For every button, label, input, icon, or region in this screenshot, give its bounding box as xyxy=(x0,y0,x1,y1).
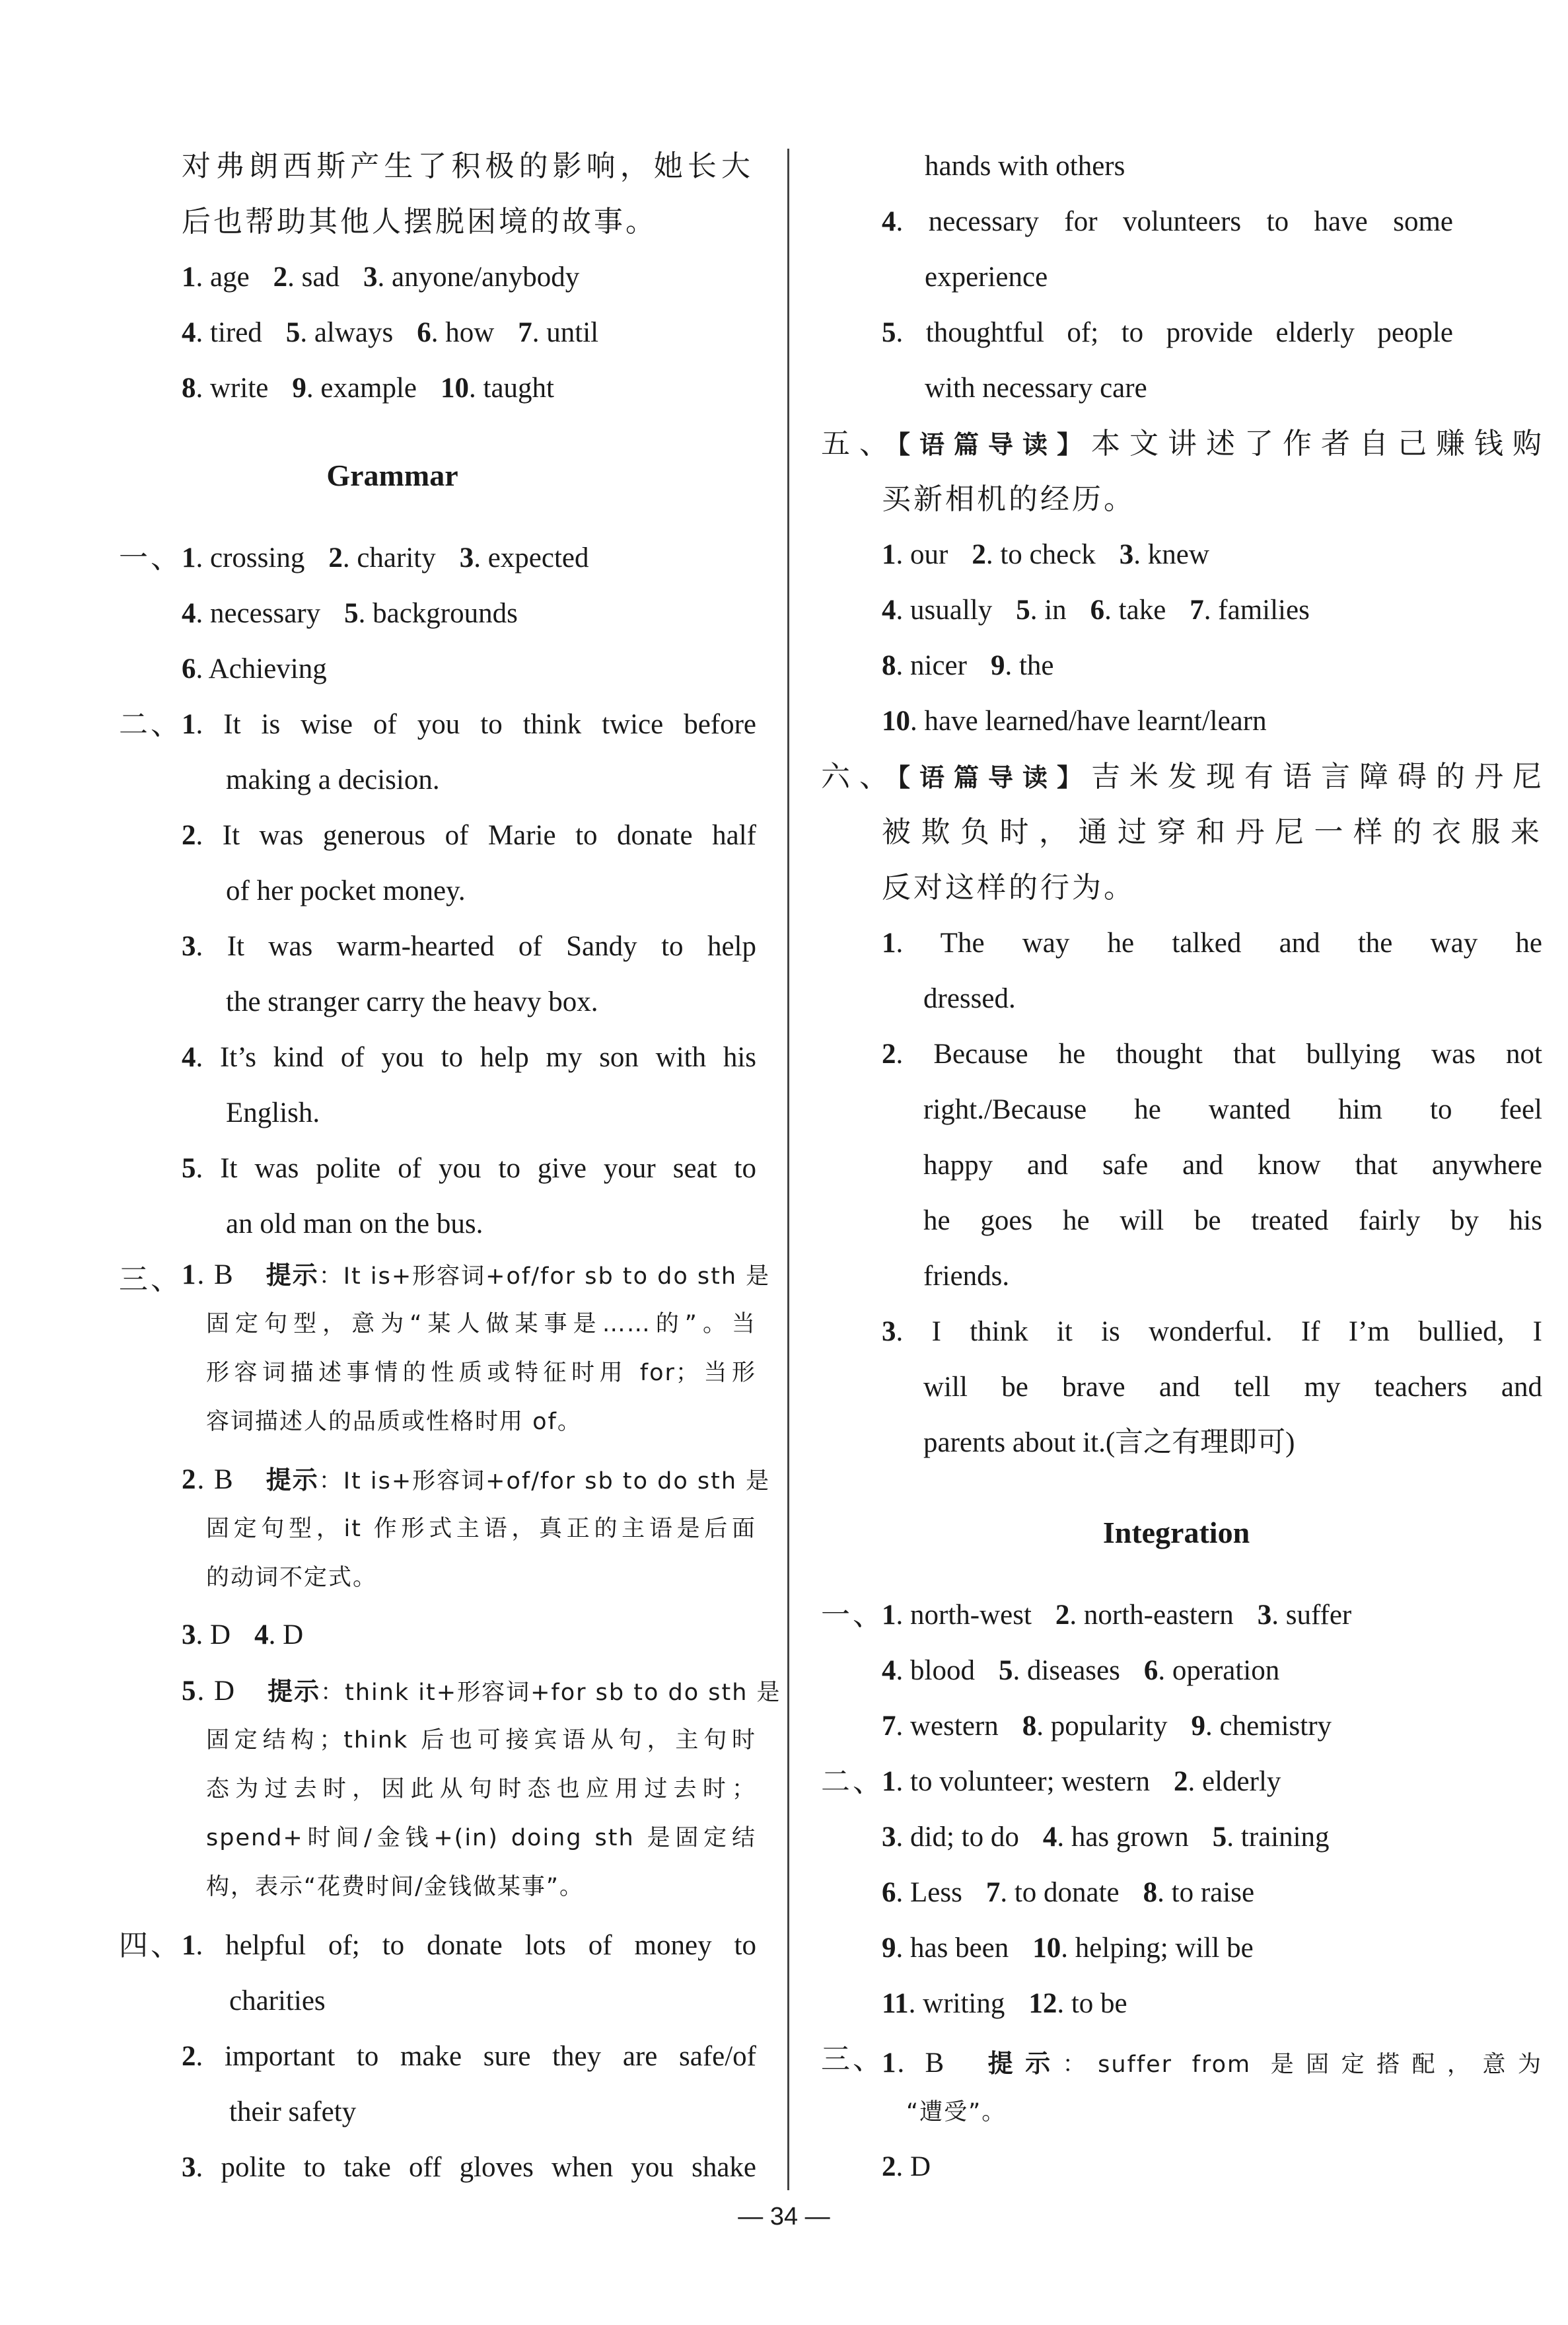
item-number: 5 xyxy=(182,1153,196,1184)
item-number: 1 xyxy=(882,539,896,570)
sentence-line: 3. It was warm-hearted of Sandy to help xyxy=(182,931,756,962)
answer-row: 3. D 4. D xyxy=(182,1619,304,1650)
intro-line: 对弗朗西斯产生了积极的影响，她长大 xyxy=(182,149,753,183)
section-label: 一、 xyxy=(119,541,182,575)
item-answer: charity xyxy=(357,542,436,573)
item-number: 2 xyxy=(1055,1600,1070,1631)
hint-text: It is+形容词+of/for sb to do sth 是 xyxy=(343,1468,771,1495)
hint-line: 的动词不定式。 xyxy=(206,1565,378,1591)
answer-row: 1. to volunteer; western 2. elderly xyxy=(882,1766,1281,1797)
item-answer: B xyxy=(214,1259,234,1290)
item-number: 2 xyxy=(273,262,288,293)
item-number: 10 xyxy=(1032,1933,1061,1964)
item-answer: has grown xyxy=(1071,1822,1189,1853)
answer-row: 4. blood 5. diseases 6. operation xyxy=(882,1655,1280,1686)
section-label: 一、 xyxy=(821,1598,884,1632)
answer-row: 1. our 2. to check 3. knew xyxy=(882,539,1209,570)
sentence-text: It was generous of Marie to donate half xyxy=(222,820,756,851)
hint-label: 提示 xyxy=(266,1465,319,1495)
item-answer: nicer xyxy=(910,650,967,681)
hint-line: 1. B 提示：It is+形容词+of/for sb to do sth 是 xyxy=(182,1259,771,1290)
item-number: 1 xyxy=(882,2048,898,2079)
answer-row: 1. crossing 2. charity 3. expected xyxy=(182,542,589,573)
sentence-line: parents about it.(言之有理即可) xyxy=(923,1427,1295,1458)
item-number: 1 xyxy=(182,542,196,573)
item-number: 2 xyxy=(182,1464,197,1495)
item-number: 5 xyxy=(1212,1822,1227,1853)
sentence-line: English. xyxy=(226,1097,320,1128)
sentence-line: of her pocket money. xyxy=(226,875,466,906)
item-number: 5 xyxy=(285,317,301,348)
intro-line: 后也帮助其他人摆脱困境的故事。 xyxy=(182,205,657,239)
answer-row: 4. usually 5. in 6. take 7. families xyxy=(882,595,1310,626)
section-label: 三、 xyxy=(821,2042,884,2076)
item-number: 5 xyxy=(882,317,896,348)
item-number: 2 xyxy=(182,2041,196,2072)
item-number: 1 xyxy=(182,709,196,740)
item-number: 4 xyxy=(254,1619,269,1650)
item-answer: to check xyxy=(1000,539,1096,570)
item-answer: have learned/have learnt/learn xyxy=(924,706,1267,737)
guide-text: 本文讲述了作者自己赚钱购 xyxy=(1091,427,1544,461)
sentence-line: 5. It was polite of you to give your seat to xyxy=(182,1153,757,1184)
hint-line: 5. D 提示：think it+形容词+for sb to do sth 是 xyxy=(182,1676,781,1707)
item-number: 9 xyxy=(1191,1711,1205,1742)
section-title-grammar: Grammar xyxy=(326,459,458,492)
answer-row: 4. tired 5. always 6. how 7. until xyxy=(182,317,599,348)
hint-text: suffer from 是固定搭配，意为 xyxy=(1098,2051,1543,2078)
answer-row: 8. nicer 9. the xyxy=(882,650,1054,681)
section-label: 二、 xyxy=(821,1765,884,1798)
item-answer: to donate xyxy=(1014,1877,1120,1908)
item-number: 7 xyxy=(985,1877,1001,1908)
item-answer: writing xyxy=(923,1988,1005,2019)
item-answer: did; to do xyxy=(910,1822,1019,1853)
guide-line xyxy=(821,757,1544,797)
answer-row: 1. north-west 2. north-eastern 3. suffer xyxy=(882,1600,1352,1631)
item-number: 9 xyxy=(882,1933,896,1964)
item-number: 8 xyxy=(882,650,896,681)
item-number: 3 xyxy=(882,1316,896,1347)
item-answer: the xyxy=(1018,650,1054,681)
item-answer: Less xyxy=(910,1877,962,1908)
hint-label: 提示 xyxy=(977,2049,1063,2078)
item-answer: to volunteer; western xyxy=(910,1766,1151,1797)
answer-group: 5. D xyxy=(182,1676,236,1707)
item-number: 2 xyxy=(882,1039,896,1070)
item-answer: diseases xyxy=(1026,1655,1120,1686)
sentence-line: happy and safe and know that anywhere xyxy=(923,1150,1542,1181)
sentence-text: The way he talked and the way he xyxy=(940,928,1542,959)
item-answer: sad xyxy=(301,262,339,293)
sentence-line: with necessary care xyxy=(925,373,1147,404)
hint-line: 固定句型，it 作形式主语，真正的主语是后面 xyxy=(206,1516,756,1542)
item-number: 10 xyxy=(882,706,910,737)
item-answer: D xyxy=(283,1619,304,1650)
item-number: 8 xyxy=(182,373,196,404)
answer-group: 1. B xyxy=(182,1259,234,1290)
sentence-line: making a decision. xyxy=(226,764,440,795)
answer-row: 6. Achieving xyxy=(182,653,327,684)
guide-line: 被欺负时，通过穿和丹尼一样的衣服来 xyxy=(882,815,1542,849)
item-answer: our xyxy=(910,539,948,570)
answer-row: 8. write 9. example 10. taught xyxy=(182,373,554,404)
hint-line: 2. B 提示：It is+形容词+of/for sb to do sth 是 xyxy=(182,1464,771,1495)
item-number: 10 xyxy=(441,373,470,404)
item-number: 6 xyxy=(417,317,431,348)
item-number: 3 xyxy=(1119,539,1134,570)
item-answer: training xyxy=(1240,1822,1330,1853)
answer-row: 2. D xyxy=(882,2151,931,2182)
sentence-line: an old man on the bus. xyxy=(226,1208,483,1239)
item-answer: write xyxy=(210,373,269,404)
item-number: 5 xyxy=(344,598,359,629)
hint-line: 形容词描述事情的性质或特征时用 for；当形 xyxy=(206,1360,756,1386)
item-number: 4 xyxy=(182,598,196,629)
hint-line: 1. B 提示：suffer from 是固定搭配，意为 xyxy=(882,2048,1543,2079)
item-number: 5 xyxy=(1016,595,1030,626)
sentence-line: experience xyxy=(925,262,1048,293)
answer-row: 10. have learned/have learnt/learn xyxy=(882,706,1267,737)
sentence-text: polite to take off gloves when you shake xyxy=(221,2152,756,2183)
item-answer: popularity xyxy=(1050,1711,1168,1742)
sentence-line: their safety xyxy=(229,2096,357,2127)
item-number: 7 xyxy=(1190,595,1204,626)
guide-tag: 【语篇导读】 xyxy=(898,763,1091,792)
sentence-line: 3. I think it is wonderful. If I’m bullied, I xyxy=(882,1316,1543,1347)
hint-label: 提示 xyxy=(267,1677,321,1706)
sentence-line: 2. Because he thought that bullying was not xyxy=(882,1039,1542,1070)
answer-row: 6. Less 7. to donate 8. to raise xyxy=(882,1877,1255,1908)
item-answer: age xyxy=(210,262,250,293)
sentence-line: 1. helpful of; to donate lots of money to xyxy=(182,1930,756,1961)
sentence-line: 2. It was generous of Marie to donate half xyxy=(182,820,756,851)
item-number: 6 xyxy=(1090,595,1105,626)
item-number: 5 xyxy=(182,1676,197,1707)
hint-line: 态为过去时，因此从句时态也应用过去时； xyxy=(206,1776,756,1802)
item-number: 4 xyxy=(882,206,896,237)
item-answer: to be xyxy=(1071,1988,1127,2019)
item-answer: families xyxy=(1218,595,1310,626)
hint-text: It is+形容词+of/for sb to do sth 是 xyxy=(343,1263,771,1290)
item-answer: Achieving xyxy=(208,653,327,684)
item-answer: anyone/anybody xyxy=(392,262,580,293)
section-title-integration: Integration xyxy=(1102,1516,1250,1549)
hint-line: 固定句型，意为“某人做某事是……的”。当 xyxy=(206,1311,756,1337)
sentence-line: 4. It’s kind of you to help my son with his xyxy=(182,1042,757,1073)
item-number: 5 xyxy=(998,1655,1013,1686)
sentence-line: friends. xyxy=(923,1261,1010,1292)
item-answer: knew xyxy=(1147,539,1209,570)
item-number: 9 xyxy=(990,650,1005,681)
item-answer: crossing xyxy=(210,542,305,573)
item-number: 3 xyxy=(363,262,378,293)
answer-row: 1. age 2. sad 3. anyone/anybody xyxy=(182,262,580,293)
sentence-text: I think it is wonderful. If I’m bullied, I xyxy=(931,1316,1543,1347)
item-number: 4 xyxy=(182,1042,196,1073)
item-number: 6 xyxy=(182,653,196,684)
sentence-text: It was warm-hearted of Sandy to help xyxy=(227,931,756,962)
item-answer: elderly xyxy=(1202,1766,1281,1797)
sentence-text: important to make sure they are safe/of xyxy=(224,2041,756,2072)
sentence-text: It was polite of you to give your seat to xyxy=(220,1153,757,1184)
sentence-line: 4. necessary for volunteers to have some xyxy=(882,206,1453,237)
item-number: 9 xyxy=(292,373,306,404)
item-number: 2 xyxy=(1174,1766,1188,1797)
section-label: 二、 xyxy=(119,708,182,741)
item-answer: in xyxy=(1044,595,1067,626)
section-label: 四、 xyxy=(119,1929,182,1962)
answer-row: 4. necessary 5. backgrounds xyxy=(182,598,518,629)
column-divider xyxy=(787,149,789,2190)
item-number: 3 xyxy=(459,542,474,573)
item-number: 2 xyxy=(972,539,986,570)
item-number: 2 xyxy=(182,820,196,851)
sentence-line: will be brave and tell my teachers and xyxy=(923,1372,1542,1403)
sentence-line: charities xyxy=(229,1985,326,2016)
hint-line: 容词描述人的品质或性格时用 of。 xyxy=(206,1409,582,1435)
sentence-line: 3. polite to take off gloves when you shake xyxy=(182,2152,756,2183)
sentence-line: hands with others xyxy=(925,151,1125,182)
sentence-line: dressed. xyxy=(923,983,1016,1014)
answer-group: 2. B xyxy=(182,1464,234,1495)
page-number: — 34 — xyxy=(738,2203,830,2231)
item-answer: helping; will be xyxy=(1075,1933,1254,1964)
guide-text: 吉米发现有语言障碍的丹尼 xyxy=(1091,760,1544,793)
hint-line: “遭受”。 xyxy=(906,2099,1007,2125)
item-number: 3 xyxy=(182,1619,196,1650)
answer-row: 3. did; to do 4. has grown 5. training xyxy=(882,1822,1330,1853)
sentence-text: Because he thought that bullying was not xyxy=(933,1039,1542,1070)
hint-line: 构，表示“花费时间/金钱做某事”。 xyxy=(206,1874,585,1900)
item-number: 1 xyxy=(182,262,196,293)
item-answer: blood xyxy=(910,1655,975,1686)
sentence-text: helpful of; to donate lots of money to xyxy=(225,1930,756,1961)
item-number: 7 xyxy=(882,1711,896,1742)
item-answer: expected xyxy=(487,542,589,573)
section-label: 三、 xyxy=(119,1263,182,1296)
item-number: 1 xyxy=(882,1766,896,1797)
item-number: 2 xyxy=(328,542,343,573)
section-label: 五、 xyxy=(821,427,898,461)
item-answer: how xyxy=(445,317,495,348)
item-number: 4 xyxy=(182,317,196,348)
item-number: 7 xyxy=(518,317,532,348)
item-number: 1 xyxy=(882,1600,896,1631)
answer-row: 11. writing 12. to be xyxy=(882,1988,1127,2019)
guide-tag: 【语篇导读】 xyxy=(898,430,1091,459)
item-answer: north-eastern xyxy=(1083,1600,1234,1631)
item-answer: necessary xyxy=(210,598,321,629)
item-answer: tired xyxy=(210,317,262,348)
item-answer: chemistry xyxy=(1219,1711,1332,1742)
answer-group: 1. B xyxy=(882,2048,946,2079)
sentence-line: 1. The way he talked and the way he xyxy=(882,928,1542,959)
sentence-text: It is wise of you to think twice before xyxy=(223,709,757,740)
hint-text: think it+形容词+for sb to do sth 是 xyxy=(345,1679,781,1706)
item-answer: D xyxy=(214,1676,236,1707)
answer-row: 7. western 8. popularity 9. chemistry xyxy=(882,1711,1332,1742)
item-number: 8 xyxy=(1022,1711,1037,1742)
sentence-text: It’s kind of you to help my son with his xyxy=(219,1042,757,1073)
guide-line xyxy=(821,424,1544,464)
item-number: 1 xyxy=(882,928,896,959)
sentence-line: right./Because he wanted him to feel xyxy=(923,1094,1542,1125)
item-number: 2 xyxy=(882,2151,896,2182)
item-answer: operation xyxy=(1172,1655,1280,1686)
item-number: 11 xyxy=(882,1988,909,2019)
item-number: 12 xyxy=(1028,1988,1057,2019)
item-answer: D xyxy=(210,1619,231,1650)
item-answer: taught xyxy=(483,373,554,404)
item-answer: western xyxy=(910,1711,999,1742)
sentence-line: the stranger carry the heavy box. xyxy=(226,986,598,1017)
item-number: 3 xyxy=(1257,1600,1272,1631)
item-answer: usually xyxy=(910,595,993,626)
item-number: 8 xyxy=(1143,1877,1158,1908)
item-number: 1 xyxy=(182,1259,197,1290)
item-number: 6 xyxy=(882,1877,896,1908)
guide-line: 买新相机的经历。 xyxy=(882,482,1135,516)
sentence-text: thoughtful of; to provide elderly people xyxy=(925,317,1454,348)
item-number: 4 xyxy=(882,595,896,626)
item-answer: backgrounds xyxy=(373,598,518,629)
item-answer: until xyxy=(546,317,599,348)
item-answer: D xyxy=(910,2151,931,2182)
sentence-line: 2. important to make sure they are safe/of xyxy=(182,2041,756,2072)
hint-line: 固定结构；think 后也可接宾语从句，主句时 xyxy=(206,1727,756,1753)
sentence-line: 1. It is wise of you to think twice before xyxy=(182,709,757,740)
item-answer: B xyxy=(214,1464,234,1495)
item-answer: always xyxy=(314,317,394,348)
item-answer: suffer xyxy=(1285,1600,1352,1631)
item-answer: B xyxy=(925,2048,946,2079)
section-label: 六、 xyxy=(821,760,898,793)
item-answer: has been xyxy=(910,1933,1009,1964)
item-number: 4 xyxy=(882,1655,896,1686)
item-answer: north-west xyxy=(910,1600,1032,1631)
guide-line: 反对这样的行为。 xyxy=(882,871,1135,904)
sentence-line: he goes he will be treated fairly by his xyxy=(923,1205,1542,1236)
item-number: 4 xyxy=(1042,1822,1057,1853)
answer-row: 9. has been 10. helping; will be xyxy=(882,1933,1254,1964)
item-number: 3 xyxy=(882,1822,896,1853)
item-number: 3 xyxy=(182,2152,196,2183)
item-number: 3 xyxy=(182,931,196,962)
item-answer: to raise xyxy=(1171,1877,1255,1908)
sentence-text: necessary for volunteers to have some xyxy=(928,206,1453,237)
hint-line: spend+时间/金钱+(in) doing sth 是固定结 xyxy=(206,1825,756,1851)
item-answer: example xyxy=(320,373,417,404)
item-number: 1 xyxy=(182,1930,196,1961)
item-number: 6 xyxy=(1143,1655,1158,1686)
item-answer: take xyxy=(1118,595,1166,626)
sentence-line: 5. thoughtful of; to provide elderly people xyxy=(882,317,1454,348)
hint-label: 提示 xyxy=(266,1261,319,1290)
